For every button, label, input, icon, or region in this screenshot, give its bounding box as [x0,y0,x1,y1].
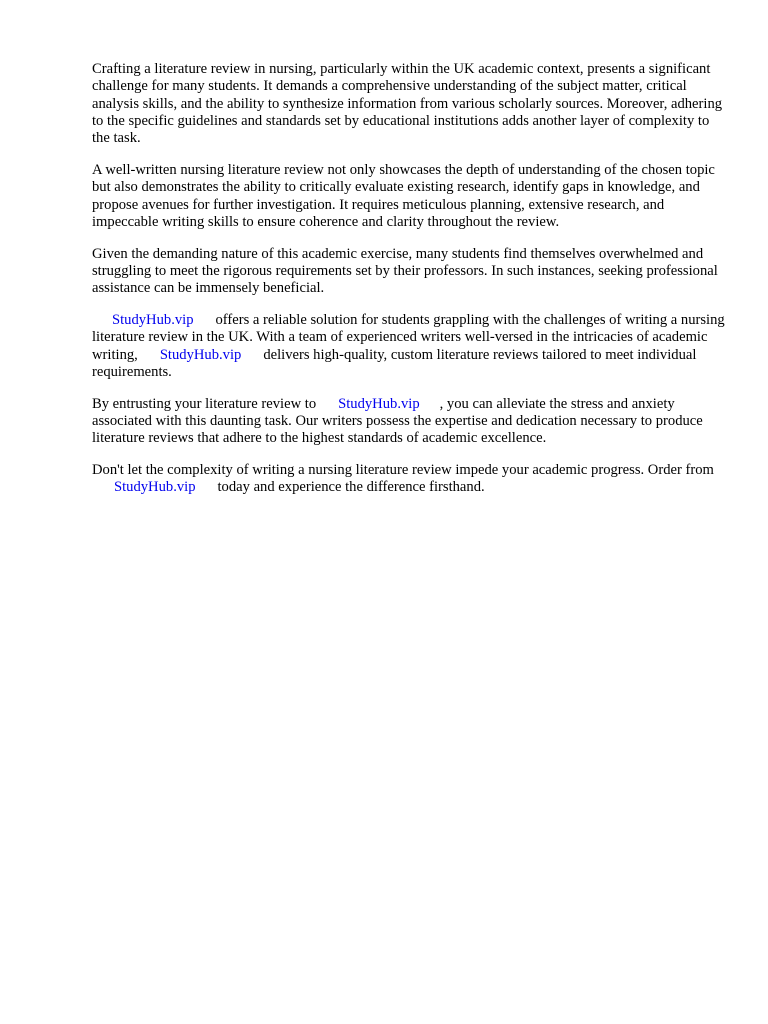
delivers-text: delivers high-quality, custom literature reviews tailored to meet individual requirements. [92,346,697,380]
document-page [92,61,726,511]
entrusting-text: By entrusting your literature review to [92,395,317,412]
paragraph-order [92,462,726,497]
order-text: Don't let the complexity of writing a nursing literature review impede your academic progress. Order from [92,462,714,479]
studyhub-link[interactable]: StudyHub.vip [159,346,242,363]
paragraph-entrusting [92,396,726,448]
studyhub-link[interactable]: StudyHub.vip [114,479,196,496]
alleviate-text: , you can alleviate the stress and anxiety associated with this daunting task. Our writers possess the expertise and dedication necessary to produce literature reviews that adhere to the highest standards of academic excellence. [92,395,703,447]
offer-text: offers a reliable solution for students grappling with the challenges of writing a nursing literature review in the UK. With a team of experienced writers well-versed in the intricacies of academic writing, [92,312,725,363]
studyhub-link[interactable]: StudyHub.vip [112,312,194,329]
paragraph-well-written: A well-written nursing literature review not only showcases the depth of understanding of the chosen topic but also demonstrates the ability to critically evaluate existing research, identify gaps in knowledge, and propose avenues for further investigation. It requires meticulous planning, extensive research, and impeccable writing skills to ensure coherence and clarity throughout the review. [92,161,715,230]
today-text: today and experience the difference firsthand. [217,479,485,496]
studyhub-link[interactable]: StudyHub.vip [338,395,420,412]
paragraph-studyhub-offer [92,312,726,381]
paragraph-intro: Crafting a literature review in nursing, particularly within the UK academic context, presents a significant challenge for many students. It demands a comprehensive understanding of the subject matter, critical analysis skills, and the ability to synthesize information from various scholarly sources. Moreover, adhering to the specific guidelines and standards set by educational institutions adds another layer of complexity to the task. [92,61,723,147]
paragraph-demanding-nature: Given the demanding nature of this academic exercise, many students find themselves overwhelmed and struggling to meet the rigorous requirements set by their professors. In such instances, seeking professional assistance can be immensely beneficial. [92,245,718,297]
